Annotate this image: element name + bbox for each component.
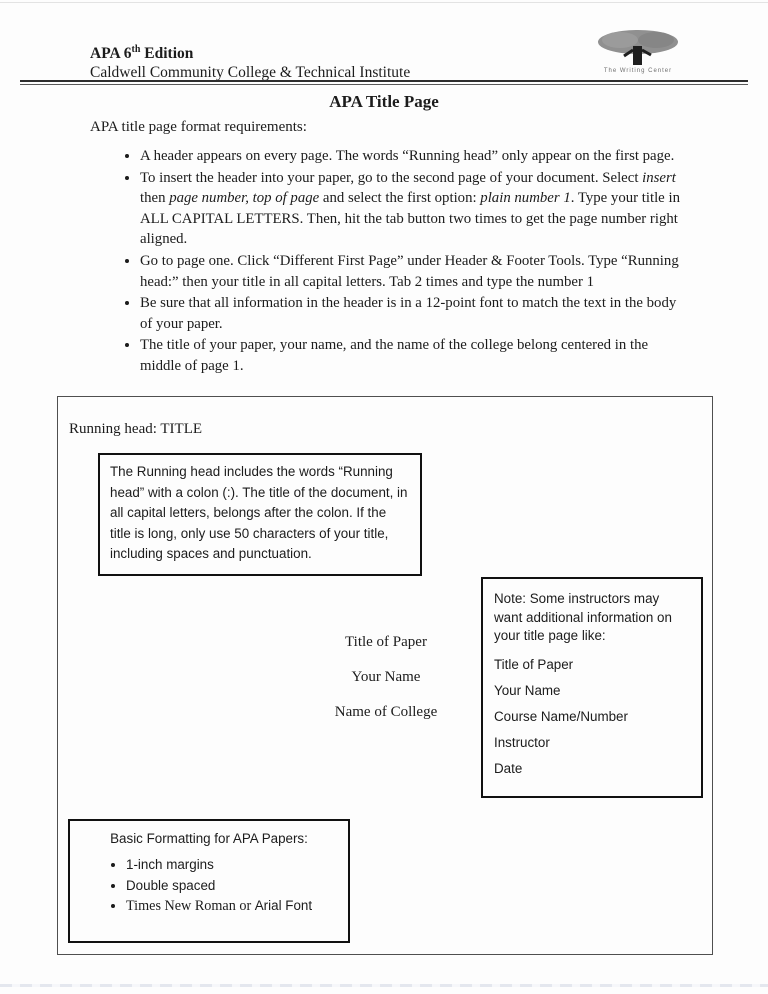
list-item: • Be sure that all information in the header is in a 12-point font to match the text in the body of your paper. [140, 293, 692, 334]
your-name-line: Your Name [351, 669, 421, 685]
edition-title-post: Edition [140, 45, 194, 63]
list-item: • 1-inch margins [126, 855, 340, 875]
institution-name: Caldwell Community College & Technical Institute [90, 64, 411, 82]
requirements-list [112, 146, 692, 378]
example-title-page [57, 396, 713, 955]
bottom-edge-strip [0, 984, 768, 987]
header-divider [20, 80, 748, 85]
list-item: • A header appears on every page. The words “Running head” only appear on the first page. [140, 146, 692, 167]
note-item: Instructor [494, 734, 550, 750]
logo-caption: The Writing Center [603, 68, 673, 74]
instructor-note-box [481, 577, 703, 798]
edition-title-sup: th [131, 44, 141, 55]
name-of-college-line: Name of College [334, 704, 438, 720]
font-name-serif: Times New Roman or [126, 898, 255, 914]
font-name-sans: Arial Font [254, 898, 313, 913]
intro-text: APA title page format requirements: [90, 119, 307, 135]
list-item: • To insert the header into your paper, go to the second page of your document. Select insert then page number, top of page and select the first option: plain number 1. Type your title in ALL CAPITAL LETTERS. Then, hit the tab button two times to get the page number right aligned. [140, 168, 692, 250]
running-head-text: Running head: TITLE [69, 421, 203, 437]
page-title: APA Title Page [329, 92, 439, 111]
edition-title [90, 40, 410, 63]
running-head-callout: The Running head includes the words “Running head” with a colon (:). The title of the document, in all capital letters, belongs after the colon. If the title is long, only use 50 characters of your title, including spaces and punctuation. [98, 453, 422, 576]
title-block [306, 625, 466, 730]
basic-formatting-list [78, 855, 340, 916]
note-item: Course Name/Number [494, 708, 628, 724]
basic-formatting-title: Basic Formatting for APA Papers: [110, 831, 308, 846]
list-item: • Go to page one. Click “Different First Page” under Header & Footer Tools. Type “Running head:” then your title in all capital letters. Tab 2 times and type the number 1 [140, 251, 692, 292]
edition-title-pre: APA 6 [90, 45, 132, 63]
page-top-edge [0, 2, 768, 3]
list-item [126, 896, 340, 916]
list-item: • The title of your paper, your name, and the name of the college belong centered in the middle of page 1. [140, 335, 692, 376]
list-item: • Double spaced [126, 876, 340, 896]
note-item: Date [494, 760, 523, 776]
note-intro: Note: Some instructors may want additional information on your title page like: [494, 591, 672, 643]
writing-center-logo [588, 28, 688, 80]
note-item: Title of Paper [494, 656, 574, 672]
note-item: Your Name [494, 682, 561, 698]
tree-icon [590, 28, 686, 70]
basic-formatting-box [68, 819, 350, 943]
document-header [90, 40, 410, 82]
title-of-paper-line: Title of Paper [345, 634, 427, 650]
